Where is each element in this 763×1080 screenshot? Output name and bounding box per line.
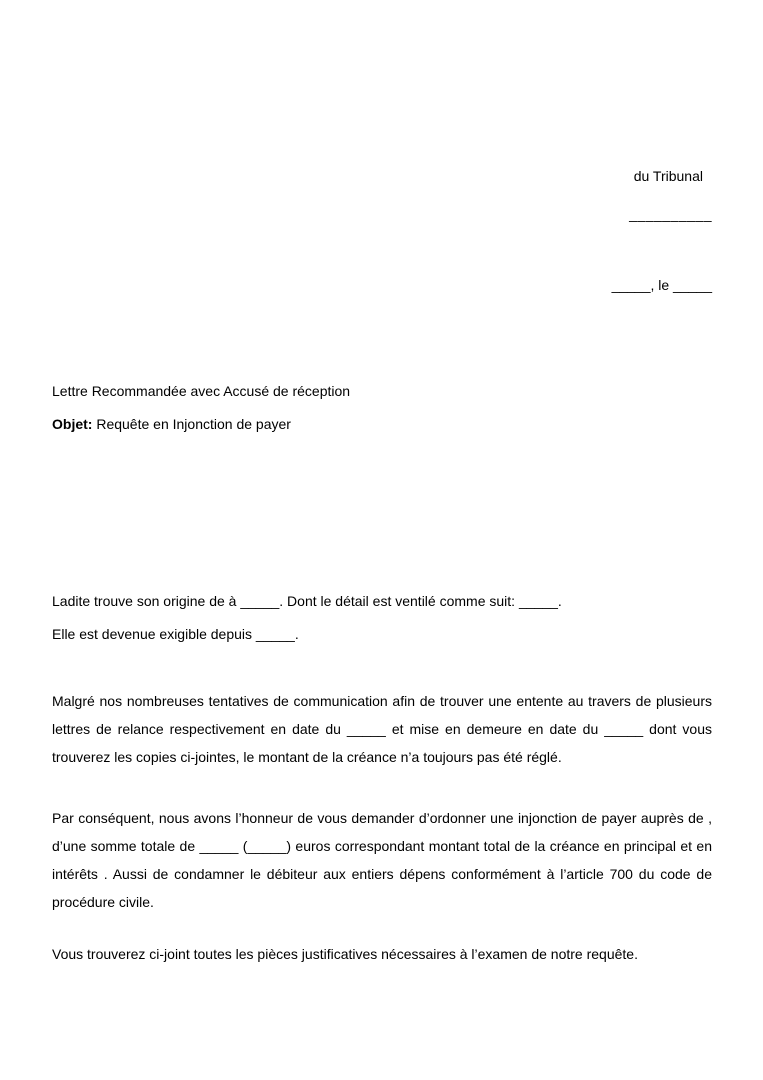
- paragraph-debt-origin: Ladite trouve son origine de à _____. Dont le détail est ventilé comme suit: _____.: [52, 593, 562, 609]
- recipient-tribunal-line: du Tribunal: [633, 168, 703, 184]
- tribunal-name-blank-line: __________: [629, 206, 712, 222]
- paragraph-debt-due-date: Elle est devenue exigible depuis _____.: [52, 626, 299, 642]
- place-date-line: _____, le _____: [611, 277, 712, 293]
- subject-line: [52, 410, 291, 438]
- paragraph-injunction-request: Par conséquent, nous avons l’honneur de vous demander d’ordonner une injonction de payer auprès de , d’une somme totale de _____ (_____) euros correspondant montant total de la créance en principal et en intérêts . Aussi de condamner le débiteur aux entiers dépens conformément à l’article 700 du code de procédure civile.: [52, 810, 712, 910]
- subject-value: Requête en Injonction de payer: [92, 416, 291, 432]
- subject-label: Objet:: [52, 416, 93, 432]
- paragraph-attached-documents: Vous trouverez ci-joint toutes les pièces justificatives nécessaires à l’examen de notre requête.: [52, 946, 638, 962]
- registered-mail-notice: Lettre Recommandée avec Accusé de réception: [52, 383, 351, 399]
- paragraph-reminder-attempts: Malgré nos nombreuses tentatives de communication afin de trouver une entente au travers de plusieurs lettres de relance respectivement en date du _____ et mise en demeure en date du _____ dont vous trouverez les copies ci-jointes, le montant de la créance n’a toujours pas été réglé.: [52, 693, 712, 765]
